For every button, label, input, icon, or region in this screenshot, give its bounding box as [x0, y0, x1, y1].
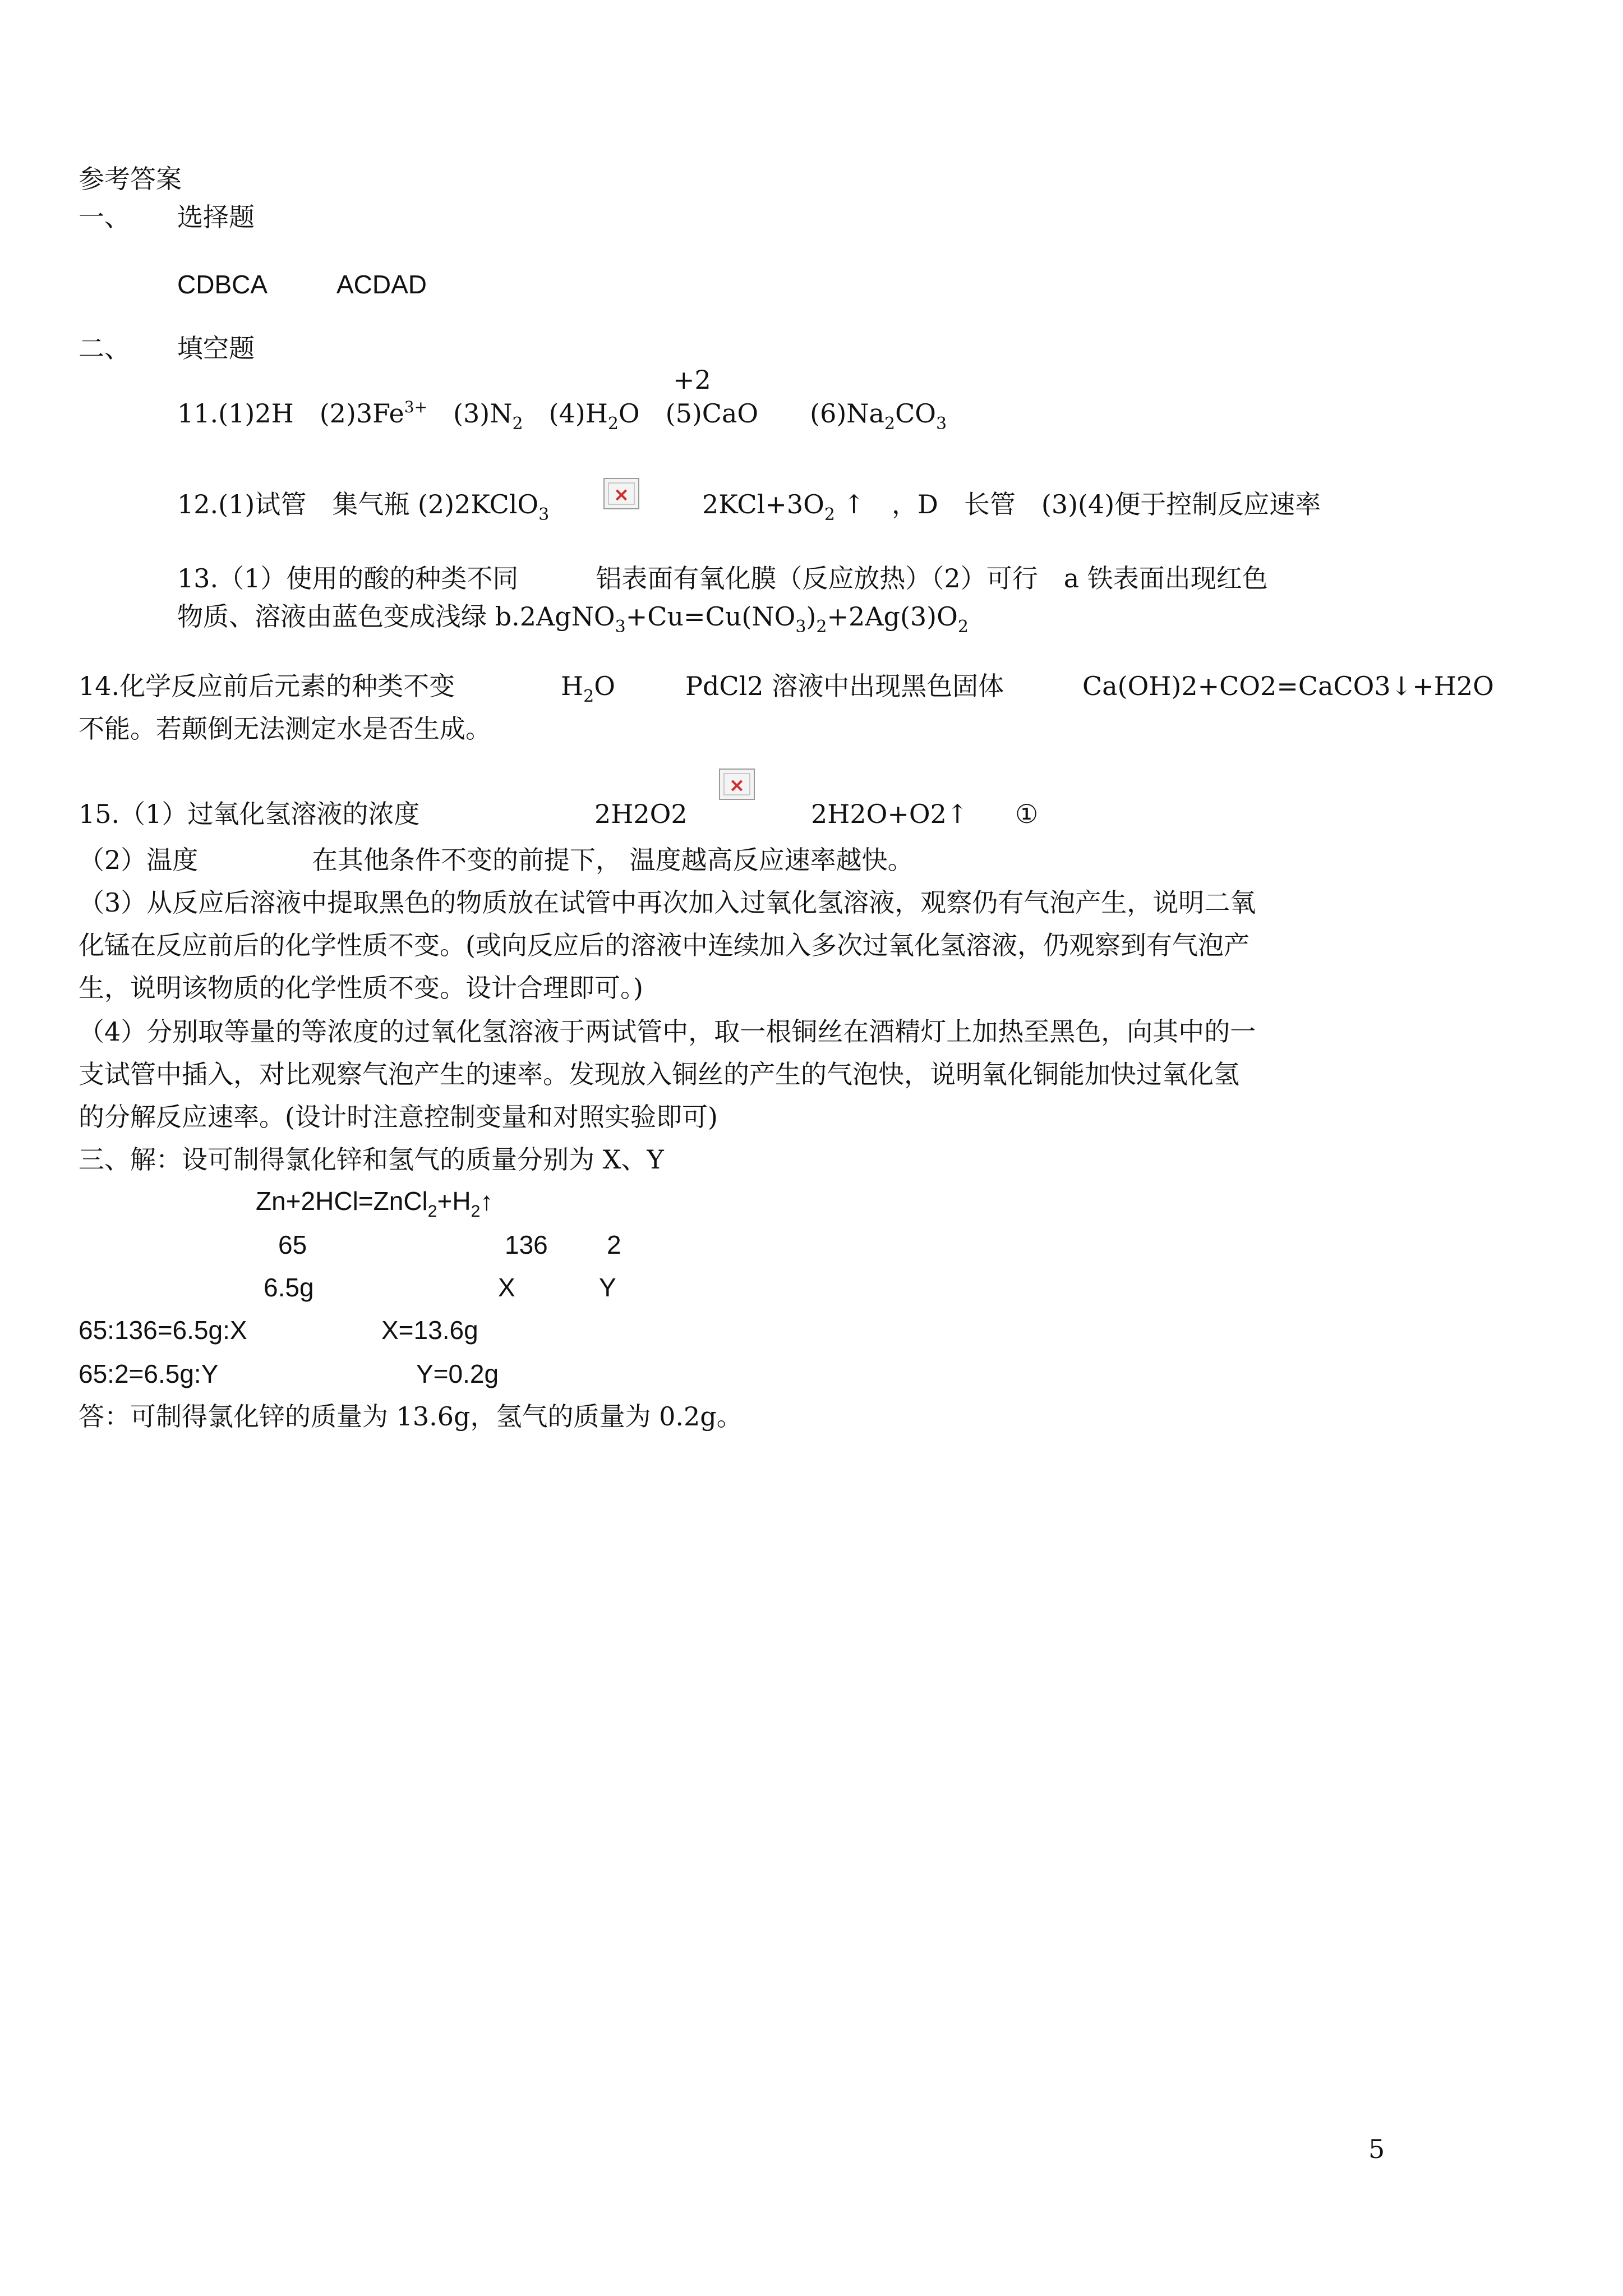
unknown-y: Y — [599, 1273, 616, 1302]
section-2-number: 二、 — [79, 333, 130, 364]
unknown-x: X — [498, 1273, 515, 1302]
q15-line-3: （3）从反应后溶液中提取黑色的物质放在试管中再次加入过氧化氢溶液，观察仍有气泡产生，说明二氧 — [79, 887, 1256, 918]
section-3-intro: 三、解：设可制得氯化锌和氢气的质量分别为 X、Y — [79, 1144, 664, 1175]
result-y: Y=0.2g — [416, 1359, 499, 1388]
ratio-2: 65:2=6.5g:Y — [79, 1359, 219, 1388]
q14-line-2: 不能。若颠倒无法测定水是否生成。 — [79, 714, 491, 744]
broken-image-icon: × — [603, 478, 639, 509]
q11-answer: 11.(1)2H $(2)3Fe^{3+}$ $(3)N_2$ $(4)H_2O$ (5)CaO $(6)Na_2CO_3$ — [177, 398, 947, 434]
ratio-1: 65:136=6.5g:X — [79, 1315, 247, 1345]
choice-answers-6-10: ACDAD — [336, 270, 427, 299]
result-x: X=13.6g — [381, 1315, 478, 1345]
page-number: 5 — [1368, 2134, 1385, 2164]
reaction-equation: $Zn+2HCl=ZnCl_2+H_2↑$ — [256, 1186, 494, 1221]
choice-answers-1-5: CDBCA — [177, 270, 268, 299]
molar-mass-zncl2: 136 — [505, 1230, 548, 1259]
molar-mass-h2: 2 — [607, 1230, 621, 1259]
section-1-number: 一、 — [79, 202, 130, 232]
q15-part-a: 15.（1）过氧化氢溶液的浓度 — [79, 799, 420, 829]
q14-part-c: PdCl2 溶液中出现黑色固体 — [685, 671, 1004, 701]
q13-line-1: 13.（1）使用的酸的种类不同 铝表面有氧化膜（反应放热）（2）可行 a 铁表面出现红色 — [177, 563, 1268, 593]
q15-part-c: 2H2O+O2↑ — [811, 799, 969, 829]
q15-part-d: ① — [1015, 799, 1039, 829]
q12-part-c: ，D 长管 (3)(4)便于控制反应速率 — [892, 489, 1321, 519]
molar-mass-zn: 65 — [278, 1230, 307, 1259]
final-answer: 答：可制得氯化锌的质量为 13.6g，氢气的质量为 0.2g。 — [79, 1401, 743, 1432]
q15-line-5: 生，说明该物质的化学性质不变。设计合理即可。) — [79, 973, 643, 1003]
q14-part-b: $H_2O$ — [561, 671, 615, 706]
q15-line-8: 的分解反应速率。(设计时注意控制变量和对照实验即可) — [79, 1102, 718, 1132]
q15-line-4: 化锰在反应前后的化学性质不变。(或向反应后的溶液中连续加入多次过氧化氢溶液，仍观察到有气泡产 — [79, 930, 1249, 960]
page-title: 参考答案 — [79, 164, 182, 194]
q15-line-2b: 在其他条件不变的前提下， 温度越高反应速率越快。 — [312, 845, 914, 875]
q14-part-d: Ca(OH)2+CO2=CaCO3↓+H2O — [1082, 671, 1494, 701]
q15-line-7: 支试管中插入，对比观察气泡产生的速率。发现放入铜丝的产生的气泡快，说明氧化铜能加快过氧化氢 — [79, 1059, 1239, 1089]
q13-line-2: 物质、溶液由蓝色变成浅绿 $b.2AgNO_3+Cu=Cu(NO_3)_2+2Ag(3)O_2$ — [177, 601, 969, 637]
broken-image-icon: × — [719, 769, 755, 800]
given-mass: 6.5g — [264, 1273, 314, 1302]
q14-part-a: 14.化学反应前后元素的种类不变 — [79, 671, 455, 701]
valence-mark: +2 — [673, 365, 711, 395]
q12-part-a: 12.(1)试管 集气瓶 (2)2KClO$_3$ — [177, 489, 550, 524]
section-1-label: 选择题 — [177, 202, 255, 232]
section-2-label: 填空题 — [177, 333, 255, 364]
q15-line-2a: （2）温度 — [79, 845, 199, 875]
q12-part-b: $2KCl+3O_2$ ↑ — [702, 489, 865, 524]
q15-line-6: （4）分别取等量的等浓度的过氧化氢溶液于两试管中，取一根铜丝在酒精灯上加热至黑色，向其中的一 — [79, 1016, 1256, 1047]
q15-part-b: 2H2O2 — [594, 799, 688, 829]
